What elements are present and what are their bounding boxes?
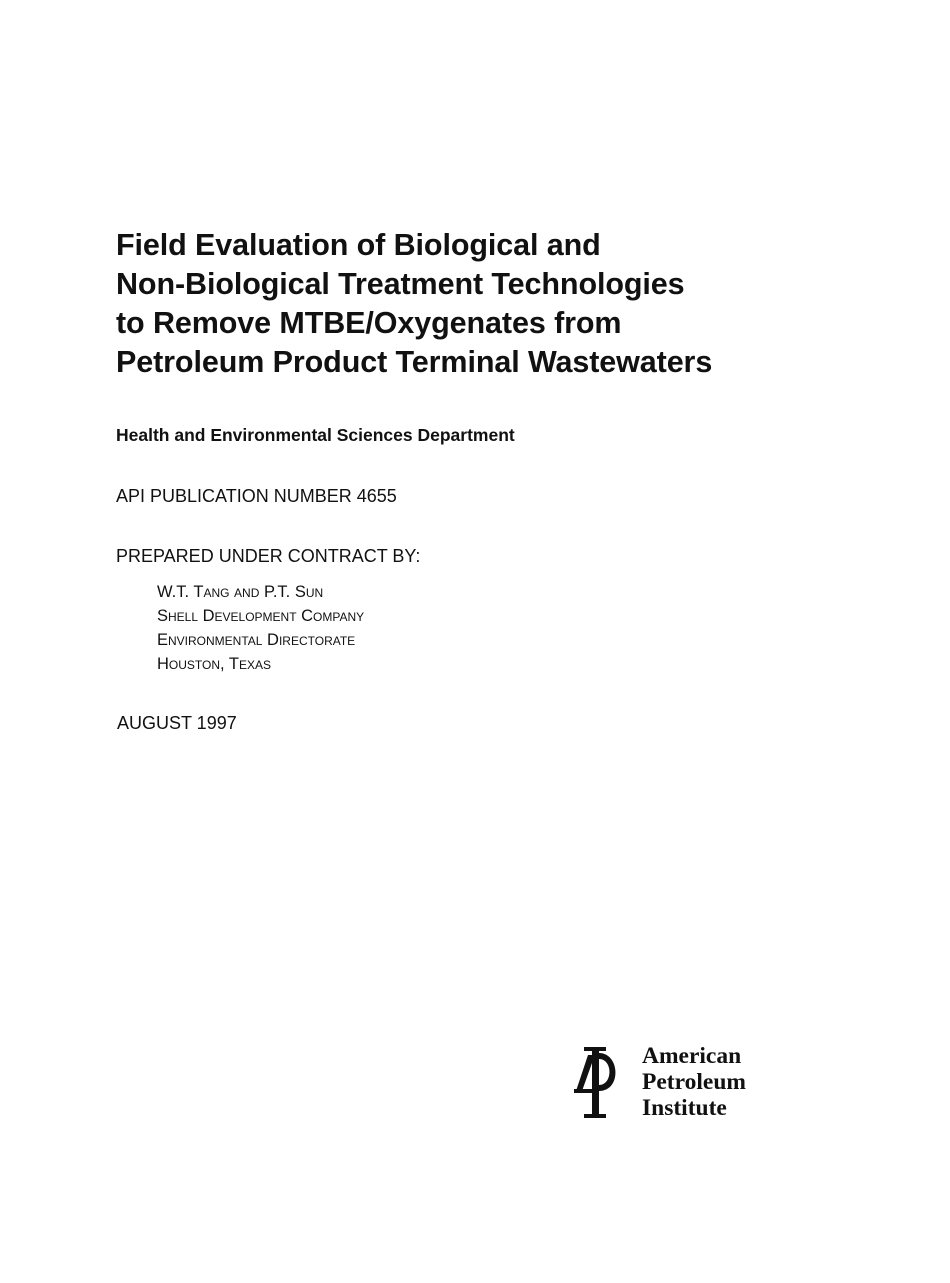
title-line: Field Evaluation of Biological and <box>116 228 601 262</box>
logo-text-line: Institute <box>642 1095 727 1121</box>
contractor-authors: W.T. Tang and P.T. Sun <box>157 583 324 601</box>
api-logo <box>570 1043 790 1123</box>
contractor-company: Shell Development Company <box>157 607 365 625</box>
contractor-block <box>157 580 364 676</box>
api-logo-text <box>642 1043 746 1121</box>
publication-number: API PUBLICATION NUMBER 4655 <box>116 486 397 506</box>
contractor-location: Houston, Texas <box>157 655 271 673</box>
logo-text-line: Petroleum <box>642 1069 746 1095</box>
department-name: Health and Environmental Sciences Department <box>116 425 515 445</box>
title-line: Non-Biological Treatment Technologies <box>116 267 685 301</box>
contractor-division: Environmental Directorate <box>157 631 356 649</box>
logo-text-line: American <box>642 1043 742 1069</box>
title-line: Petroleum Product Terminal Wastewaters <box>116 345 713 379</box>
title-line: to Remove MTBE/Oxygenates from <box>116 306 622 340</box>
prepared-by-label: PREPARED UNDER CONTRACT BY: <box>116 546 421 566</box>
document-title <box>116 226 836 382</box>
api-logo-icon <box>570 1045 626 1121</box>
publication-date: AUGUST 1997 <box>117 713 237 733</box>
